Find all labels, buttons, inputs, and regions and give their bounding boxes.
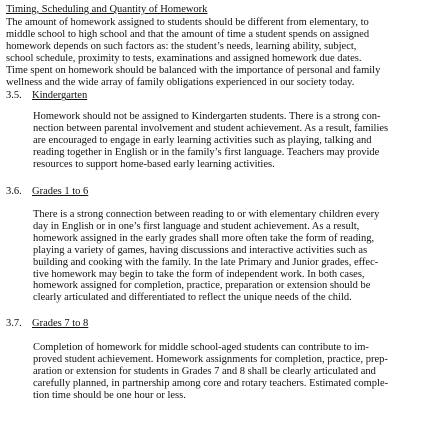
section-title: Kindergarten <box>32 90 88 102</box>
section-heading-grades-1-to-6 <box>6 185 430 198</box>
intro-line: middle school to high school and that the amount of time a student spends on assigned <box>6 28 370 40</box>
document-title: Timing, Scheduling and Quantity of Homework <box>6 4 208 15</box>
intro-line: school schedule, proximity to tests, examinations and assigned homework due dates. <box>6 52 362 64</box>
intro-paragraph <box>6 17 430 88</box>
body-line: Homework should not be assigned to Kindergarten students. There is a strong con- <box>33 111 381 123</box>
body-line: playing a variety of games, having discussions and interactive activities such as <box>33 244 368 256</box>
section-body-grades-7-to-8 <box>6 342 430 402</box>
document-page <box>6 3 430 402</box>
intro-line: The amount of homework assigned to students should be different from elementary, to <box>6 17 369 28</box>
body-line: carefully planned, in partnership among core and rotary teachers. Estimated comple- <box>33 377 389 389</box>
section-number: 3.6. <box>6 185 22 197</box>
section-heading-grades-7-to-8 <box>6 317 430 330</box>
body-line: day in English or in one’s first language and student achievement. As a result, <box>33 220 360 232</box>
body-line: homework assigned in the early grades shall more often take the form of reading, <box>33 232 375 244</box>
body-line: reading together in English or in the family’s first language. Teachers may provide <box>33 147 380 159</box>
intro-line: wellness and the wide array of family obligations experienced in our society today. <box>6 76 355 88</box>
body-line: tion time should be one hour or less. <box>33 389 186 401</box>
section-number: 3.5. <box>6 90 22 102</box>
section-number: 3.7. <box>6 318 22 330</box>
section-title: Grades 7 to 8 <box>32 318 89 330</box>
body-line: resources to support home-based early learning activities. <box>33 159 275 171</box>
body-line: There is a strong connection between reading to or with elementary children every <box>33 208 380 220</box>
body-line: proved student achievement. Homework assignments for completion, practice, prep- <box>33 354 388 366</box>
section-title: Grades 1 to 6 <box>32 185 89 197</box>
body-line: building and cooking with the family. In the late Primary and Junior grades, effec- <box>33 256 379 268</box>
section-body-kindergarten <box>6 111 430 171</box>
body-line: are encouraged to engage in early learning activities such as playing, talking and <box>33 135 372 147</box>
body-line: clearly articulated and differentiated to reflect the unique needs of the child. <box>33 292 352 304</box>
body-line: tive homework may begin to take the form of independent work. In both cases, <box>33 268 365 280</box>
body-line: aration or extension for students in Grades 7 and 8 shall be clearly articulated and <box>33 366 376 378</box>
intro-line: homework depends on such factors as: the student’s needs, learning ability, subject, <box>6 40 357 52</box>
body-line: homework assigned for completion, practice, preparation or extension should be <box>33 280 371 292</box>
section-heading-kindergarten <box>6 89 430 102</box>
body-line: nection between parental involvement and student achievement. As a result, families <box>33 123 389 135</box>
section-body-grades-1-to-6 <box>6 209 430 304</box>
intro-line: Time spent on homework should be balanced with the importance of personal and family <box>6 64 381 76</box>
body-line: Completion of homework for middle school-aged students can contribute to im- <box>33 342 369 354</box>
